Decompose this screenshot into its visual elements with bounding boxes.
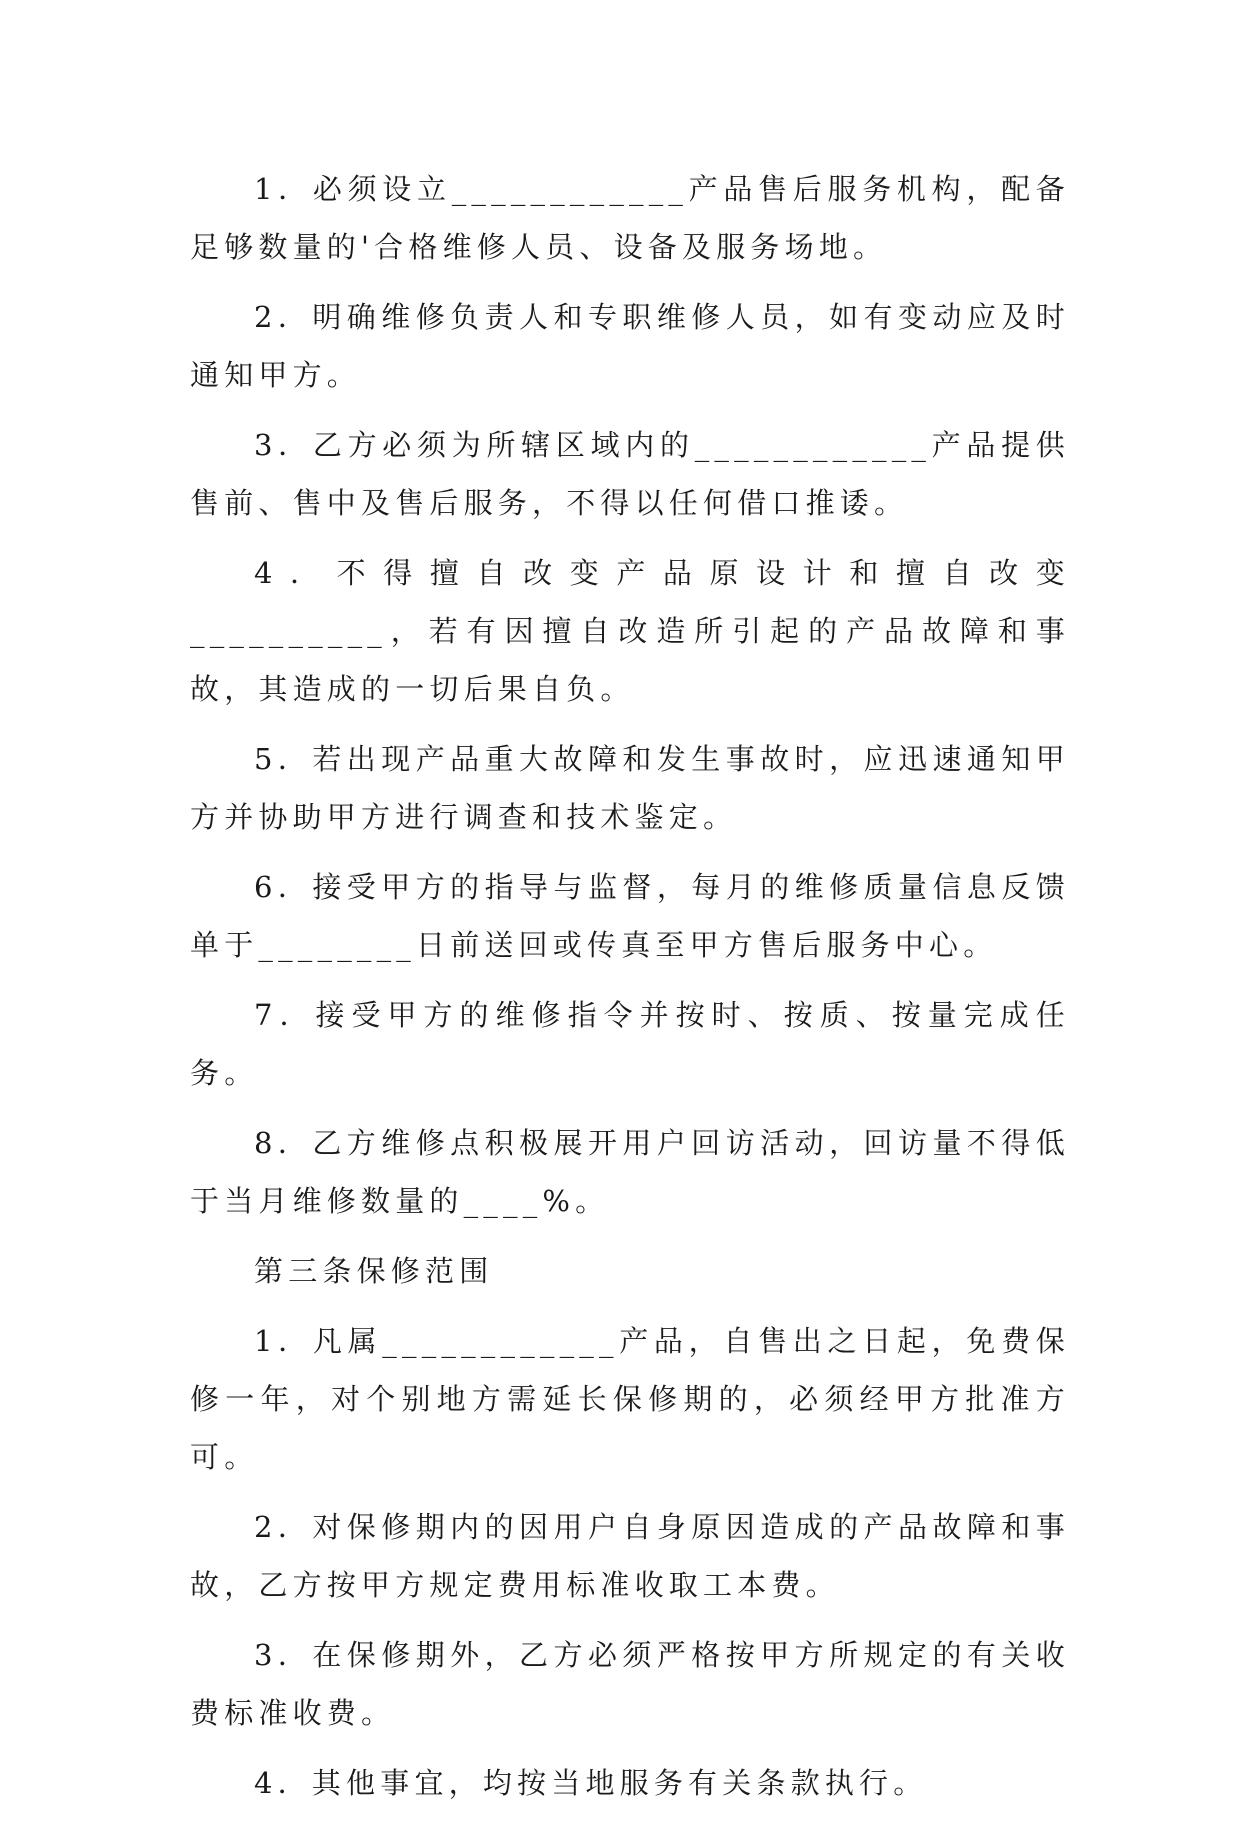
clause-3-regional-service: 3．乙方必须为所辖区域内的____________产品提供售前、售中及售后服务，不得以任何借口推诿。 <box>190 428 1070 520</box>
clause-2-repair-staff: 2．明确维修负责人和专职维修人员，如有变动应及时通知甲方。 <box>190 300 1070 392</box>
warranty-clause-4-other-matters: 4．其他事宜，均按当地服务有关条款执行。 <box>254 1766 928 1800</box>
warranty-clause-3-out-of-warranty: 3．在保修期外，乙方必须严格按甲方所规定的有关收费标准收费。 <box>190 1638 1070 1730</box>
warranty-clause-2-user-fault: 2．对保修期内的因用户自身原因造成的产品故障和事故，乙方按甲方规定费用标准收取工本费。 <box>190 1510 1070 1602</box>
warranty-clause-1-free-warranty: 1．凡属____________产品，自售出之日起，免费保修一年，对个别地方需延长保修期的，必须经甲方批准方可。 <box>190 1324 1070 1474</box>
section-heading-warranty-scope: 第三条保修范围 <box>254 1254 494 1288</box>
clause-8-customer-visits: 8．乙方维修点积极展开用户回访活动，回访量不得低于当月维修数量的____%。 <box>190 1126 1070 1218</box>
clause-6-supervision: 6．接受甲方的指导与监督，每月的维修质量信息反馈单于________日前送回或传真至甲方售后服务中心。 <box>190 870 1070 962</box>
clause-7-repair-orders: 7．接受甲方的维修指令并按时、按质、按量完成任务。 <box>190 998 1070 1090</box>
clause-4-no-modification: 4．不得擅自改变产品原设计和擅自改变__________，若有因擅自改造所引起的产品故障和事故，其造成的一切后果自负。 <box>190 556 1070 706</box>
clause-5-fault-report: 5．若出现产品重大故障和发生事故时，应迅速通知甲方并协助甲方进行调查和技术鉴定。 <box>190 742 1070 834</box>
document-page <box>190 160 1070 1824</box>
clause-1-service-agency: 1．必须设立____________产品售后服务机构，配备足够数量的'合格维修人员、设备及服务场地。 <box>190 172 1070 264</box>
